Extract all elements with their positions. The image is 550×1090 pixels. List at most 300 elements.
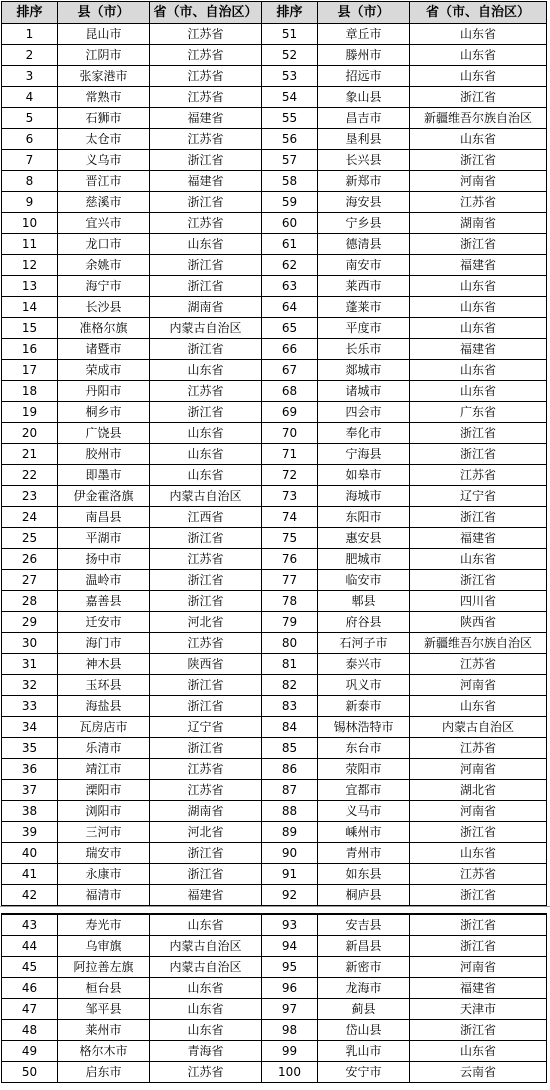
province-cell: 江苏省 <box>150 780 262 801</box>
county-cell: 招远市 <box>318 66 410 87</box>
county-cell: 桓台县 <box>58 978 150 999</box>
rank-cell: 88 <box>262 801 318 822</box>
county-cell: 石狮市 <box>58 108 150 129</box>
province-cell: 江苏省 <box>150 1062 262 1083</box>
county-cell: 长沙县 <box>58 297 150 318</box>
rank-cell: 7 <box>2 150 58 171</box>
county-cell: 惠安县 <box>318 528 410 549</box>
rank-cell: 86 <box>262 759 318 780</box>
province-cell: 山东省 <box>410 24 547 45</box>
rank-cell: 61 <box>262 234 318 255</box>
table-row <box>2 885 547 906</box>
table-row <box>2 549 547 570</box>
table-row <box>2 654 547 675</box>
rank-cell: 52 <box>262 45 318 66</box>
county-cell: 象山县 <box>318 87 410 108</box>
county-cell: 溧阳市 <box>58 780 150 801</box>
county-cell: 瓦房店市 <box>58 717 150 738</box>
county-cell: 慈溪市 <box>58 192 150 213</box>
county-cell: 靖江市 <box>58 759 150 780</box>
rank-cell: 62 <box>262 255 318 276</box>
province-cell: 陕西省 <box>410 612 547 633</box>
rank-cell: 24 <box>2 507 58 528</box>
county-cell: 海安县 <box>318 192 410 213</box>
county-cell: 广饶县 <box>58 423 150 444</box>
county-cell: 阿拉善左旗 <box>58 957 150 978</box>
table-row <box>2 402 547 423</box>
province-cell: 福建省 <box>410 528 547 549</box>
rank-cell: 75 <box>262 528 318 549</box>
county-cell: 德清县 <box>318 234 410 255</box>
rank-cell: 83 <box>262 696 318 717</box>
rank-cell: 78 <box>262 591 318 612</box>
province-cell: 江苏省 <box>410 465 547 486</box>
rank-cell: 17 <box>2 360 58 381</box>
rank-cell: 11 <box>2 234 58 255</box>
county-cell: 晋江市 <box>58 171 150 192</box>
table-row <box>2 717 547 738</box>
county-cell: 长乐市 <box>318 339 410 360</box>
table-row <box>2 87 547 108</box>
province-cell: 河北省 <box>150 612 262 633</box>
rank-cell: 74 <box>262 507 318 528</box>
province-cell: 河南省 <box>410 759 547 780</box>
province-cell: 山东省 <box>150 444 262 465</box>
county-cell: 嵊州市 <box>318 822 410 843</box>
county-cell: 桐庐县 <box>318 885 410 906</box>
table-row <box>2 66 547 87</box>
county-cell: 南昌县 <box>58 507 150 528</box>
county-cell: 常熟市 <box>58 87 150 108</box>
rank-cell: 8 <box>2 171 58 192</box>
province-cell: 江苏省 <box>150 87 262 108</box>
rank-cell: 43 <box>2 914 58 936</box>
table-row <box>2 780 547 801</box>
rank-cell: 82 <box>262 675 318 696</box>
rank-cell: 73 <box>262 486 318 507</box>
rank-cell: 58 <box>262 171 318 192</box>
table-row <box>2 738 547 759</box>
county-cell: 准格尔旗 <box>58 318 150 339</box>
province-cell: 浙江省 <box>410 423 547 444</box>
province-cell: 新疆维吾尔族自治区 <box>410 108 547 129</box>
rank-cell: 26 <box>2 549 58 570</box>
province-cell: 福建省 <box>150 171 262 192</box>
county-cell: 张家港市 <box>58 66 150 87</box>
county-cell: 滕州市 <box>318 45 410 66</box>
county-cell: 诸暨市 <box>58 339 150 360</box>
province-cell: 浙江省 <box>410 150 547 171</box>
province-cell: 山东省 <box>410 360 547 381</box>
table-row <box>2 612 547 633</box>
province-cell: 浙江省 <box>410 507 547 528</box>
rank-cell: 40 <box>2 843 58 864</box>
county-cell: 昌吉市 <box>318 108 410 129</box>
county-cell: 龙海市 <box>318 978 410 999</box>
table-row <box>2 936 547 957</box>
county-cell: 新昌县 <box>318 936 410 957</box>
county-cell: 宜兴市 <box>58 213 150 234</box>
county-cell: 义乌市 <box>58 150 150 171</box>
rank-cell: 60 <box>262 213 318 234</box>
rank-cell: 32 <box>2 675 58 696</box>
header-rank: 排序 <box>262 2 318 24</box>
rank-cell: 31 <box>2 654 58 675</box>
rank-cell: 28 <box>2 591 58 612</box>
rank-cell: 97 <box>262 999 318 1020</box>
province-cell: 福建省 <box>410 339 547 360</box>
rank-cell: 9 <box>2 192 58 213</box>
county-cell: 寿光市 <box>58 914 150 936</box>
province-cell: 浙江省 <box>150 402 262 423</box>
province-cell: 山东省 <box>150 465 262 486</box>
rank-cell: 70 <box>262 423 318 444</box>
rank-cell: 30 <box>2 633 58 654</box>
county-cell: 莱西市 <box>318 276 410 297</box>
table-row <box>2 234 547 255</box>
province-cell: 浙江省 <box>410 1020 547 1041</box>
county-cell: 宜都市 <box>318 780 410 801</box>
county-cell: 浏阳市 <box>58 801 150 822</box>
header-province: 省（市、自治区） <box>410 2 547 24</box>
county-cell: 桐乡市 <box>58 402 150 423</box>
rank-cell: 99 <box>262 1041 318 1062</box>
rank-cell: 64 <box>262 297 318 318</box>
county-cell: 太仓市 <box>58 129 150 150</box>
county-cell: 蓬莱市 <box>318 297 410 318</box>
rank-cell: 23 <box>2 486 58 507</box>
province-cell: 山东省 <box>410 297 547 318</box>
province-cell: 云南省 <box>410 1062 547 1083</box>
rank-cell: 1 <box>2 24 58 45</box>
table-row <box>2 276 547 297</box>
rank-cell: 22 <box>2 465 58 486</box>
province-cell: 福建省 <box>150 108 262 129</box>
rank-cell: 54 <box>262 87 318 108</box>
rank-cell: 84 <box>262 717 318 738</box>
province-cell: 浙江省 <box>410 87 547 108</box>
county-cell: 临安市 <box>318 570 410 591</box>
province-cell: 山东省 <box>410 318 547 339</box>
province-cell: 浙江省 <box>150 339 262 360</box>
header-county: 县（市） <box>318 2 410 24</box>
rank-cell: 95 <box>262 957 318 978</box>
province-cell: 浙江省 <box>150 255 262 276</box>
rank-cell: 39 <box>2 822 58 843</box>
rank-cell: 71 <box>262 444 318 465</box>
table-row <box>2 675 547 696</box>
table-row <box>2 150 547 171</box>
county-cell: 如皋市 <box>318 465 410 486</box>
rank-cell: 4 <box>2 87 58 108</box>
table-row <box>2 507 547 528</box>
county-cell: 乐清市 <box>58 738 150 759</box>
province-cell: 浙江省 <box>150 843 262 864</box>
table-header-row <box>2 2 547 24</box>
province-cell: 浙江省 <box>410 570 547 591</box>
province-cell: 天津市 <box>410 999 547 1020</box>
county-cell: 伊金霍洛旗 <box>58 486 150 507</box>
rank-cell: 90 <box>262 843 318 864</box>
rank-cell: 91 <box>262 864 318 885</box>
rank-cell: 14 <box>2 297 58 318</box>
rank-cell: 10 <box>2 213 58 234</box>
table-row <box>2 1062 547 1083</box>
county-cell: 海门市 <box>58 633 150 654</box>
table-row <box>2 591 547 612</box>
header-rank: 排序 <box>2 2 58 24</box>
province-cell: 江苏省 <box>150 24 262 45</box>
table-row <box>2 759 547 780</box>
rank-cell: 36 <box>2 759 58 780</box>
province-cell: 新疆维吾尔族自治区 <box>410 633 547 654</box>
rank-cell: 5 <box>2 108 58 129</box>
province-cell: 江苏省 <box>150 633 262 654</box>
table-row <box>2 381 547 402</box>
province-cell: 河南省 <box>410 171 547 192</box>
county-cell: 垦利县 <box>318 129 410 150</box>
rank-cell: 96 <box>262 978 318 999</box>
province-cell: 四川省 <box>410 591 547 612</box>
province-cell: 福建省 <box>410 255 547 276</box>
county-cell: 昆山市 <box>58 24 150 45</box>
table-row <box>2 24 547 45</box>
province-cell: 江苏省 <box>150 66 262 87</box>
county-cell: 迁安市 <box>58 612 150 633</box>
rank-cell: 79 <box>262 612 318 633</box>
county-cell: 诸城市 <box>318 381 410 402</box>
rank-cell: 37 <box>2 780 58 801</box>
rank-cell: 2 <box>2 45 58 66</box>
page-break-separator <box>0 906 550 911</box>
county-cell: 青州市 <box>318 843 410 864</box>
county-cell: 东台市 <box>318 738 410 759</box>
province-cell: 江苏省 <box>410 654 547 675</box>
table-row <box>2 957 547 978</box>
table-row <box>2 978 547 999</box>
county-cell: 章丘市 <box>318 24 410 45</box>
province-cell: 浙江省 <box>150 570 262 591</box>
province-cell: 江苏省 <box>410 864 547 885</box>
province-cell: 江苏省 <box>410 192 547 213</box>
table-row <box>2 339 547 360</box>
table-row <box>2 822 547 843</box>
county-cell: 启东市 <box>58 1062 150 1083</box>
province-cell: 浙江省 <box>410 234 547 255</box>
province-cell: 山东省 <box>150 423 262 444</box>
province-cell: 福建省 <box>150 885 262 906</box>
table-row <box>2 423 547 444</box>
county-cell: 义马市 <box>318 801 410 822</box>
rank-cell: 20 <box>2 423 58 444</box>
province-cell: 江苏省 <box>150 45 262 66</box>
province-cell: 浙江省 <box>410 936 547 957</box>
rank-cell: 15 <box>2 318 58 339</box>
table-row <box>2 45 547 66</box>
county-cell: 嘉善县 <box>58 591 150 612</box>
province-cell: 江西省 <box>150 507 262 528</box>
county-cell: 永康市 <box>58 864 150 885</box>
table-row <box>2 570 547 591</box>
county-cell: 乳山市 <box>318 1041 410 1062</box>
county-cell: 安宁市 <box>318 1062 410 1083</box>
province-cell: 湖南省 <box>150 801 262 822</box>
rank-cell: 50 <box>2 1062 58 1083</box>
county-cell: 莱州市 <box>58 1020 150 1041</box>
table-row <box>2 213 547 234</box>
county-cell: 蓟县 <box>318 999 410 1020</box>
province-cell: 浙江省 <box>150 738 262 759</box>
header-province: 省（市、自治区） <box>150 2 262 24</box>
county-cell: 岱山县 <box>318 1020 410 1041</box>
rank-cell: 92 <box>262 885 318 906</box>
rank-cell: 13 <box>2 276 58 297</box>
county-cell: 三河市 <box>58 822 150 843</box>
table-row <box>2 192 547 213</box>
province-cell: 湖南省 <box>150 297 262 318</box>
province-cell: 江苏省 <box>150 549 262 570</box>
county-cell: 福清市 <box>58 885 150 906</box>
province-cell: 浙江省 <box>410 885 547 906</box>
province-cell: 内蒙古自治区 <box>150 318 262 339</box>
county-cell: 荥阳市 <box>318 759 410 780</box>
province-cell: 山东省 <box>410 381 547 402</box>
rank-cell: 29 <box>2 612 58 633</box>
rank-cell: 89 <box>262 822 318 843</box>
county-cell: 新郑市 <box>318 171 410 192</box>
province-cell: 山东省 <box>410 549 547 570</box>
county-cell: 胶州市 <box>58 444 150 465</box>
rank-cell: 69 <box>262 402 318 423</box>
province-cell: 辽宁省 <box>150 717 262 738</box>
rank-cell: 55 <box>262 108 318 129</box>
county-cell: 瑞安市 <box>58 843 150 864</box>
county-cell: 玉环县 <box>58 675 150 696</box>
table-row <box>2 297 547 318</box>
county-cell: 乌审旗 <box>58 936 150 957</box>
county-cell: 平湖市 <box>58 528 150 549</box>
table-row <box>2 864 547 885</box>
rank-cell: 94 <box>262 936 318 957</box>
county-cell: 巩义市 <box>318 675 410 696</box>
province-cell: 浙江省 <box>410 444 547 465</box>
province-cell: 浙江省 <box>150 528 262 549</box>
county-cell: 江阴市 <box>58 45 150 66</box>
table-row <box>2 696 547 717</box>
county-cell: 郯城市 <box>318 360 410 381</box>
county-cell: 宁乡县 <box>318 213 410 234</box>
county-cell: 肥城市 <box>318 549 410 570</box>
province-cell: 湖南省 <box>410 213 547 234</box>
province-cell: 浙江省 <box>150 675 262 696</box>
province-cell: 江苏省 <box>150 381 262 402</box>
rank-cell: 98 <box>262 1020 318 1041</box>
province-cell: 山东省 <box>410 1041 547 1062</box>
county-cell: 海盐县 <box>58 696 150 717</box>
table-row <box>2 633 547 654</box>
county-cell: 神木县 <box>58 654 150 675</box>
province-cell: 山东省 <box>410 843 547 864</box>
county-cell: 如东县 <box>318 864 410 885</box>
province-cell: 浙江省 <box>150 192 262 213</box>
county-cell: 奉化市 <box>318 423 410 444</box>
province-cell: 山东省 <box>150 914 262 936</box>
rank-cell: 33 <box>2 696 58 717</box>
table-row <box>2 528 547 549</box>
county-cell: 新密市 <box>318 957 410 978</box>
rank-cell: 12 <box>2 255 58 276</box>
province-cell: 河南省 <box>410 957 547 978</box>
rank-cell: 27 <box>2 570 58 591</box>
county-cell: 府谷县 <box>318 612 410 633</box>
table-row <box>2 1020 547 1041</box>
table-row <box>2 1041 547 1062</box>
rank-cell: 87 <box>262 780 318 801</box>
province-cell: 山东省 <box>410 66 547 87</box>
table-row <box>2 360 547 381</box>
county-cell: 扬中市 <box>58 549 150 570</box>
rank-cell: 68 <box>262 381 318 402</box>
province-cell: 山东省 <box>150 978 262 999</box>
rank-cell: 53 <box>262 66 318 87</box>
county-cell: 锡林浩特市 <box>318 717 410 738</box>
ranking-table-part2 <box>1 913 547 1083</box>
table-row <box>2 108 547 129</box>
header-county: 县（市） <box>58 2 150 24</box>
rank-cell: 41 <box>2 864 58 885</box>
county-cell: 石河子市 <box>318 633 410 654</box>
province-cell: 浙江省 <box>150 150 262 171</box>
rank-cell: 47 <box>2 999 58 1020</box>
county-cell: 新泰市 <box>318 696 410 717</box>
rank-cell: 66 <box>262 339 318 360</box>
province-cell: 浙江省 <box>410 914 547 936</box>
rank-cell: 45 <box>2 957 58 978</box>
rank-cell: 57 <box>262 150 318 171</box>
county-cell: 长兴县 <box>318 150 410 171</box>
province-cell: 内蒙古自治区 <box>150 936 262 957</box>
county-cell: 龙口市 <box>58 234 150 255</box>
rank-cell: 77 <box>262 570 318 591</box>
county-cell: 荣成市 <box>58 360 150 381</box>
province-cell: 山东省 <box>410 45 547 66</box>
province-cell: 江苏省 <box>150 213 262 234</box>
rank-cell: 67 <box>262 360 318 381</box>
county-cell: 海城市 <box>318 486 410 507</box>
rank-cell: 34 <box>2 717 58 738</box>
county-cell: 安吉县 <box>318 914 410 936</box>
province-cell: 浙江省 <box>150 591 262 612</box>
rank-cell: 18 <box>2 381 58 402</box>
county-cell: 东阳市 <box>318 507 410 528</box>
rank-cell: 76 <box>262 549 318 570</box>
county-cell: 泰兴市 <box>318 654 410 675</box>
table-row <box>2 465 547 486</box>
province-cell: 辽宁省 <box>410 486 547 507</box>
rank-cell: 48 <box>2 1020 58 1041</box>
province-cell: 山东省 <box>150 234 262 255</box>
province-cell: 河南省 <box>410 801 547 822</box>
county-cell: 平度市 <box>318 318 410 339</box>
rank-cell: 59 <box>262 192 318 213</box>
rank-cell: 38 <box>2 801 58 822</box>
province-cell: 浙江省 <box>150 696 262 717</box>
rank-cell: 25 <box>2 528 58 549</box>
ranking-table-part1 <box>1 1 547 906</box>
table-row <box>2 129 547 150</box>
rank-cell: 80 <box>262 633 318 654</box>
province-cell: 湖北省 <box>410 780 547 801</box>
